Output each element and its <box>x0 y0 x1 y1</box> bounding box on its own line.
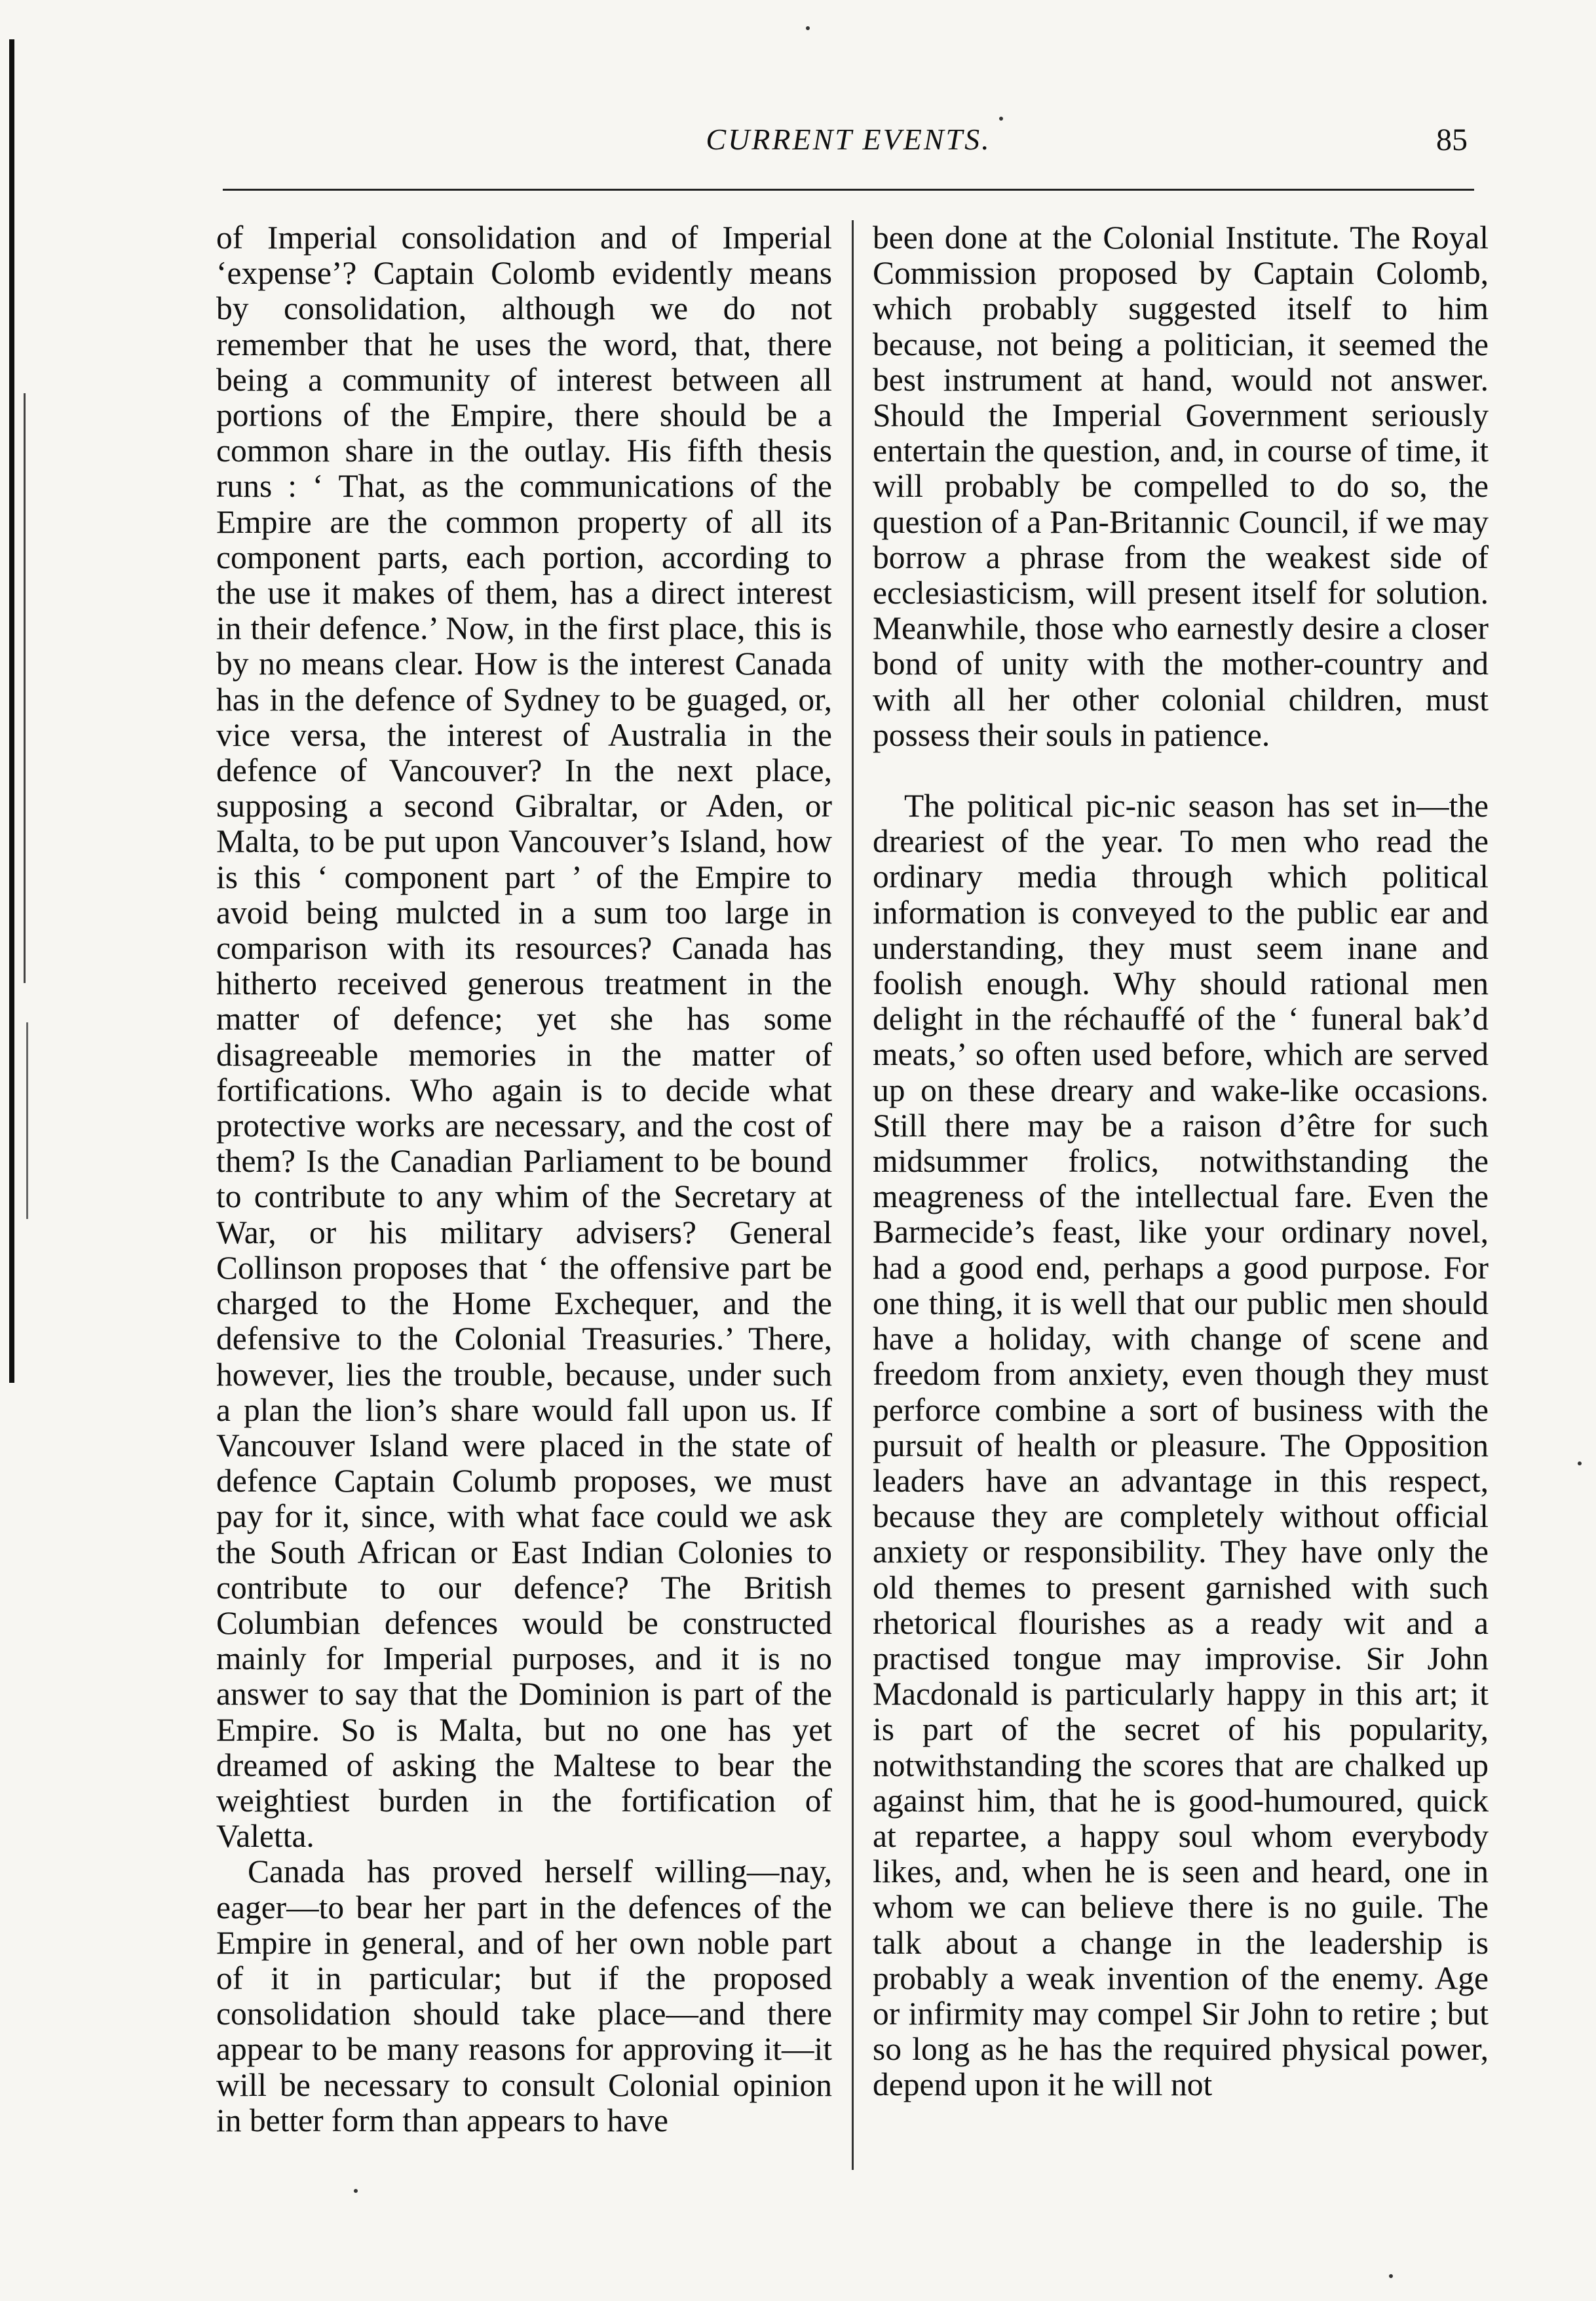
header-rule <box>223 189 1474 191</box>
scan-binding-shadow <box>24 393 26 983</box>
page-number: 85 <box>1436 123 1468 157</box>
scan-speck <box>1389 2274 1393 2278</box>
paragraph: of Imperial consolidation and of Imperial ‘expense’? Captain Colomb evidently means by consolidation, although we do not remember that he uses the word, that, there being a community of interest between all portions of the Empire, there should be a common share in the outlay. His fifth thesis runs : ‘ That, as the communications of the Empire are the common property of all its component parts, each portion, according to the use it makes of them, has a direct interest in their defence.’ Now, in the first place, this is by no means clear. How is the interest Canada has in the defence of Sydney to be guaged, or, vice versa, the interest of Australia in the defence of Vancouver? In the next place, supposing a second Gibraltar, or Aden, or Malta, to be put upon Vancouver’s Island, how is this ‘ component part ’ of the Empire to avoid being mulcted in a sum too large in comparison with its resources? Canada has hitherto received generous treatment in the matter of defence; yet she has some disagreeable memories in the matter of fortifications. Who again is to decide what protective works are necessary, and the cost of them? Is the Canadian Parliament to be bound to contribute to any whim of the Secretary at War, or his military advisers? General Collinson proposes that ‘ the offensive part be charged to the Home Exchequer, and the defensive to the Colonial Treasuries.’ There, however, lies the trouble, because, under such a plan the lion’s share would fall upon us. If Vancouver Island were placed in the state of defence Captain Columb proposes, we must pay for it, since, with what face could we ask the South African or East Indian Colonies to contribute to our defence? The British Columbian defences would be constructed mainly for Imperial purposes, and it is no answer to say that the Dominion is part of the Empire. So is Malta, but no one has yet dreamed of asking the Maltese to bear the weightiest burden in the fortification of Valetta. <box>216 220 832 1855</box>
scan-binding-edge <box>9 39 14 1383</box>
column-divider <box>852 220 854 2170</box>
scan-speck <box>806 26 810 30</box>
page-header <box>223 117 1474 176</box>
paragraph: Canada has proved herself willing—nay, eager—to bear her part in the defences of the Empire in general, and of her own noble part of it in particular; but if the proposed consolidation should take place—and there appear to be many reasons for approving it—it will be necessary to consult Colonial opinion in better form than appears to have <box>216 1853 832 2138</box>
running-title: CURRENT EVENTS. <box>706 123 991 156</box>
left-column <box>216 220 832 2138</box>
scan-speck <box>1578 1461 1582 1465</box>
paragraph: been done at the Colonial Institute. The Royal Commission proposed by Captain Colomb, which probably suggested itself to him because, not being a politician, it seemed the best instrument at hand, would not answer. Should the Imperial Government seriously entertain the question, and, in course of time, it will probably be compelled to do so, the question of a Pan-Britannic Council, if we may borrow a phrase from the weakest side of ecclesiasticism, will present itself for solution. Meanwhile, those who earnestly desire a closer bond of unity with the mother-country and with all her other colonial children, must possess their souls in patience. <box>873 220 1489 753</box>
right-column <box>873 220 1489 2103</box>
paragraph: The political pic-nic season has set in—the dreariest of the year. To men who read the ordinary media through which political information is conveyed to the public ear and understanding, they must seem inane and foolish enough. Why should rational men delight in the réchauffé of the ‘ funeral bak’d meats,’ so often used before, which are served up on these dreary and wake-like occasions. Still there may be a raison d’être for such midsummer frolics, notwithstanding the meagreness of the intellectual fare. Even the Barmecide’s feast, like your ordinary novel, had a good end, perhaps a good purpose. For one thing, it is well that our public men should have a holiday, with change of scene and freedom from anxiety, even though they must perforce combine a sort of business with the pursuit of health or pleasure. The Opposition leaders have an advantage in this respect, because they are completely without official anxiety or responsibility. They have only the old themes to present garnished with such rhetorical flourishes as a ready wit and a practised tongue may improvise. Sir John Macdonald is particularly happy in this art; it is part of the secret of his popularity, notwithstanding the scores that are chalked up against him, that he is good-humoured, quick at repartee, a happy soul whom everybody likes, and, when he is seen and heard, one in whom we can believe there is no guile. The talk about a change in the leadership is probably a weak invention of the enemy. Age or infirmity may compel Sir John to retire ; but so long as he has the required physical power, depend upon it he will not <box>873 788 1489 2103</box>
scan-binding-shadow-lower <box>26 1022 28 1219</box>
scan-speck <box>354 2189 358 2193</box>
